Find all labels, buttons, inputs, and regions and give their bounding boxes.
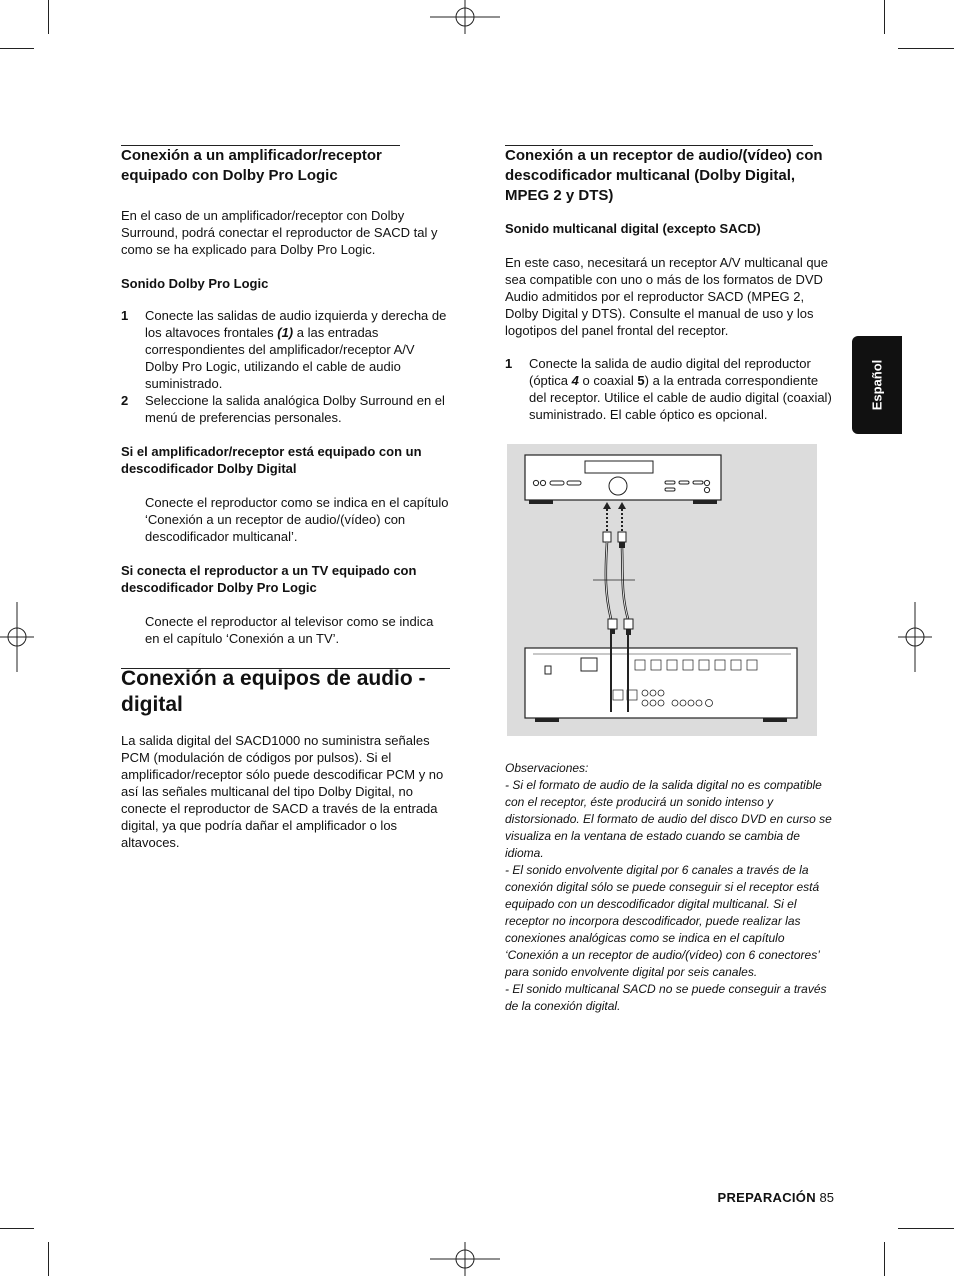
page-footer	[718, 1190, 835, 1205]
step-ref: 4	[571, 373, 579, 388]
chapter-heading: Conexión a equipos de audio - digital	[121, 667, 426, 716]
step-text: Conecte la salida de audio digital del reproductor (óptica	[529, 356, 811, 388]
left-column	[121, 146, 451, 647]
crop-mark	[0, 48, 34, 49]
step-text: o coaxial	[578, 373, 638, 388]
step-ref: (1)	[277, 325, 294, 340]
language-tab	[852, 336, 902, 434]
list-item	[121, 392, 451, 426]
list-item	[505, 355, 835, 423]
observations	[505, 760, 835, 1015]
registration-mark-right	[898, 602, 932, 672]
step-text: ) a la entrada correspondiente del receptor. Utilice el cable de audio digital (coaxial) suministrado. El cable óptico es opcional.	[529, 373, 832, 422]
list-item	[121, 307, 451, 392]
paragraph: Conecte el reproductor al televisor como se indica en el capítulo ‘Conexión a un TV’.	[145, 614, 434, 646]
step-text: a las entradas correspondientes del amplificador/receptor A/V Dolby Pro Logic, utilizando el cable de audio suministrado.	[145, 325, 415, 391]
step-text: Seleccione la salida analógica Dolby Surround en el menú de preferencias personales.	[145, 393, 445, 425]
registration-mark-left	[0, 602, 34, 672]
paragraph: En el caso de un amplificador/receptor con Dolby Surround, podrá conectar el reproductor de SACD tal y como se ha explicado para Dolby Pro Logic.	[121, 208, 438, 257]
crop-mark	[898, 1228, 954, 1229]
crop-mark	[884, 1242, 885, 1276]
subheading: Sonido Dolby Pro Logic	[121, 276, 269, 291]
page-number: 85	[819, 1190, 834, 1205]
paragraph: Conecte el reproductor como se indica en el capítulo ‘Conexión a un receptor de audio/(vídeo) con descodificador multicanal’.	[145, 495, 449, 544]
crop-mark	[884, 0, 885, 34]
crop-mark	[48, 0, 49, 34]
step-number: 1	[505, 356, 513, 371]
paragraph: En este caso, necesitará un receptor A/V multicanal que sea compatible con uno o más de los formatos de DVD Audio admitidos por el reproductor SACD (MPEG 2, Dolby Digital y DTS). Consulte el manual de uso y los logotipos del panel frontal del receptor.	[505, 255, 829, 338]
crop-mark	[898, 48, 954, 49]
observation-item: - El sonido multicanal SACD no se puede conseguir a través de la conexión digital.	[505, 982, 827, 1013]
step-ref: 5	[637, 373, 645, 388]
crop-mark	[48, 1242, 49, 1276]
registration-mark-bottom	[430, 1242, 500, 1276]
registration-mark-top	[430, 0, 500, 34]
footer-section: PREPARACIÓN	[717, 1190, 816, 1205]
receiver-illustration	[525, 455, 721, 504]
observations-title: Observaciones:	[505, 761, 589, 775]
subheading: Si el amplificador/receptor está equipado con un descodificador Dolby Digital	[121, 444, 422, 476]
subheading: Si conecta el reproductor a un TV equipado con descodificador Dolby Pro Logic	[121, 563, 417, 595]
section-heading: Conexión a un amplificador/receptor equipado con Dolby Pro Logic	[121, 147, 382, 184]
left-column-lower	[121, 666, 451, 851]
language-tab-label: Español	[869, 359, 885, 411]
crop-mark	[0, 1228, 34, 1229]
connection-diagram	[507, 444, 817, 736]
section-heading: Conexión a un receptor de audio/(vídeo) con descodificador multicanal (Dolby Digital, MPEG 2 y DTS)	[505, 147, 823, 204]
step-text: Conecte las salidas de audio izquierda y derecha de los altavoces frontales	[145, 308, 447, 340]
observation-item: - Si el formato de audio de la salida digital no es compatible con el receptor, éste producirá un sonido intenso y distorsionado. El formato de audio del disco DVD en curso se visualiza en la ventana de estado cuando se cambia de idioma.	[505, 778, 832, 860]
observation-item: - El sonido envolvente digital por 6 canales a través de la conexión digital sólo se puede conseguir si el receptor está equipado con un descodificador digital multicanal. Si el receptor no incorpora descodificador, puede realizar las conexiones analógicas como se indica en el capítulo ‘Conexión a un receptor de audio/(vídeo) con 6 conectores’ para sonido envolvente digital por seis canales.	[505, 863, 820, 979]
paragraph: La salida digital del SACD1000 no suministra señales PCM (modulación de códigos por pulsos). Si el amplificador/receptor sólo puede descodificar PCM y no así las señales multicanal del tipo Dolby Digital, no conecte el reproductor de SACD a través de la entrada digital, ya que podría dañar el amplificador o los altavoces.	[121, 733, 444, 850]
step-number: 2	[121, 393, 129, 408]
right-column	[505, 146, 835, 423]
step-number: 1	[121, 308, 129, 323]
subheading: Sonido multicanal digital (excepto SACD)	[505, 221, 761, 236]
